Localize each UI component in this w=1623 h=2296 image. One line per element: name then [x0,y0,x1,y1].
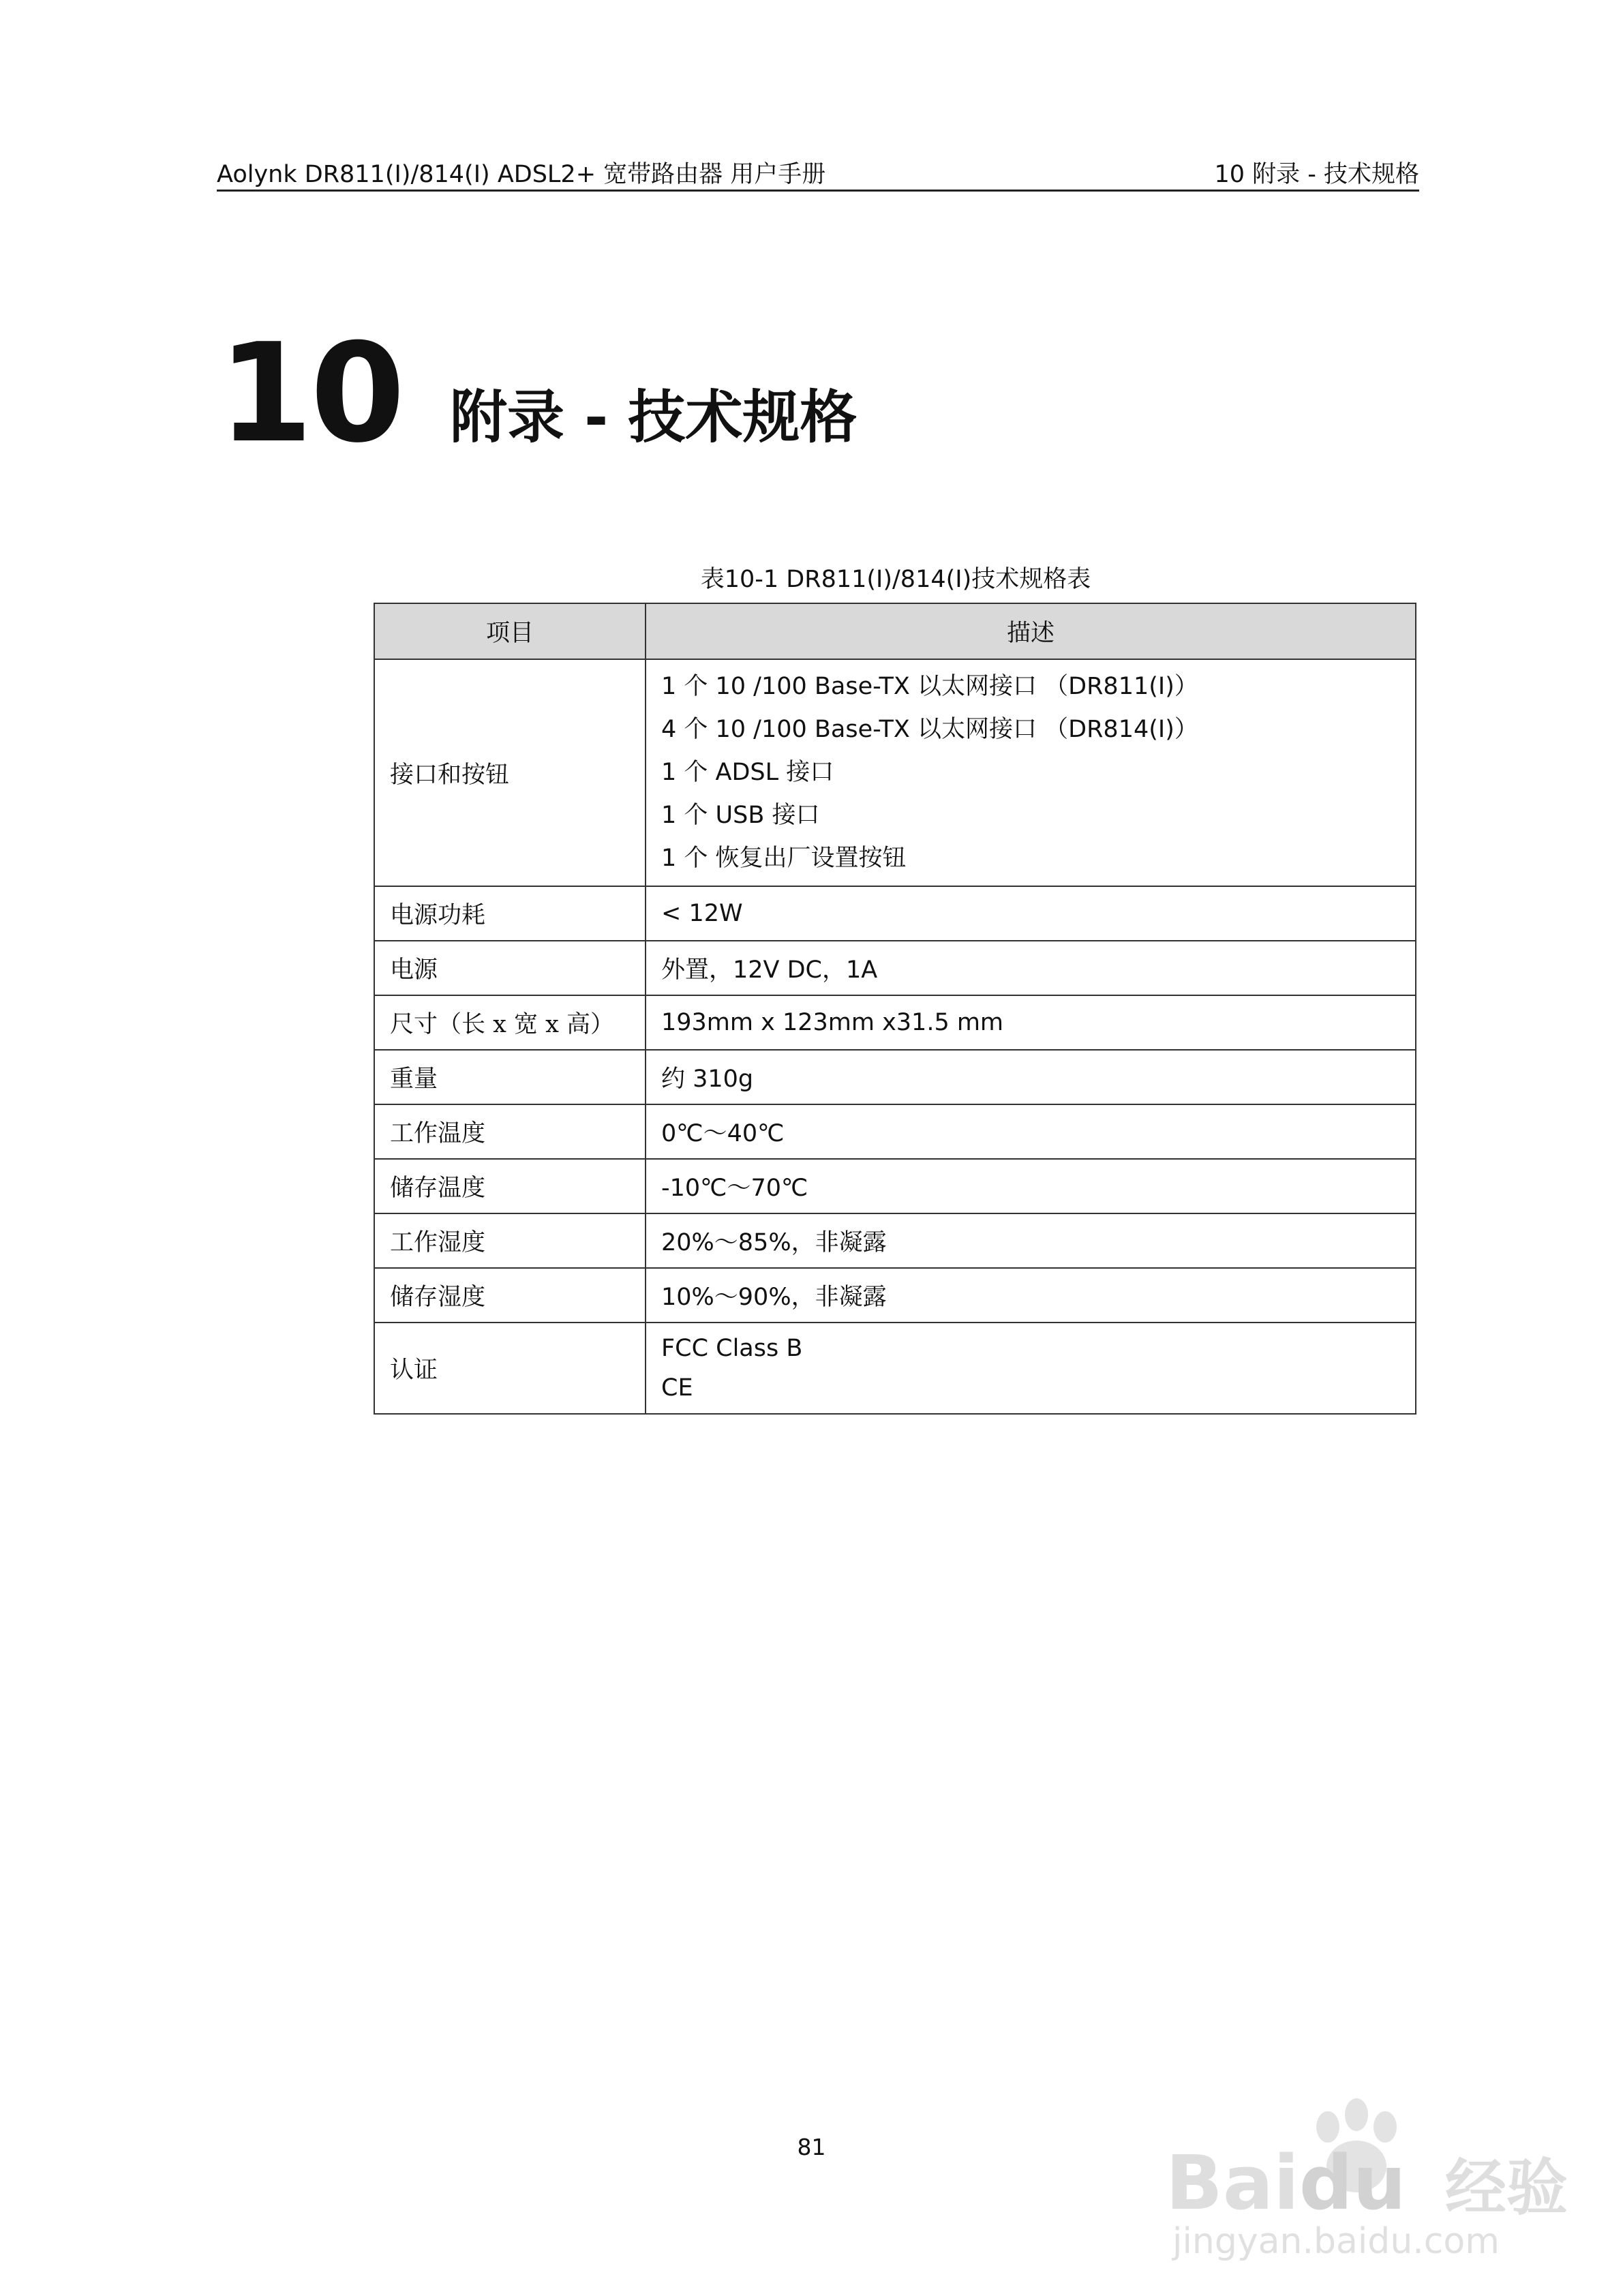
row-description: 10%～90%，非凝露 [646,1268,1416,1323]
description-line: 1 个 10 /100 Base-TX 以太网接口 （DR811(I)） [661,673,1198,700]
table-caption: 表10-1 DR811(I)/814(I)技术规格表 [700,566,1091,593]
table-header-row [374,603,1416,659]
row-item: 重量 [374,1050,646,1104]
spec-table [374,603,1416,1415]
table-row [374,1050,1416,1104]
row-description: 0℃～40℃ [646,1104,1416,1159]
table-row [374,941,1416,995]
row-item: 电源功耗 [374,886,646,941]
table-row [374,659,1416,886]
row-item: 工作湿度 [374,1213,646,1268]
table-row [374,886,1416,941]
row-description: 193mm x 123mm x31.5 mm [646,995,1416,1050]
page-header [217,151,1419,192]
row-description [646,659,1416,886]
table-row [374,1213,1416,1268]
column-header-item: 项目 [374,603,646,659]
table-row [374,1159,1416,1213]
row-item: 接口和按钮 [374,659,646,886]
row-description [646,1323,1416,1414]
description-line: 1 个 恢复出厂设置按钮 [661,845,907,872]
row-item: 储存湿度 [374,1268,646,1323]
watermark-brand: Baidu [1166,2139,1406,2226]
row-item: 储存温度 [374,1159,646,1213]
header-chapter: 10 附录 - 技术规格 [1214,161,1419,188]
description-line: 1 个 USB 接口 [661,802,820,829]
table-row [374,1323,1416,1414]
baidu-jingyan-watermark [1159,2086,1568,2263]
row-description: 20%～85%，非凝露 [646,1213,1416,1268]
description-line: CE [661,1374,693,1402]
column-header-description: 描述 [646,603,1416,659]
chapter-number: 10 [218,314,403,473]
row-description: -10℃～70℃ [646,1159,1416,1213]
header-manual-title: Aolynk DR811(I)/814(I) ADSL2+ 宽带路由器 用户手册 [217,161,826,188]
row-description: 外置，12V DC，1A [646,941,1416,995]
watermark-url: jingyan.baidu.com [1172,2221,1500,2262]
row-item: 认证 [374,1323,646,1414]
table-row [374,995,1416,1050]
description-line: 1 个 ADSL 接口 [661,759,834,786]
watermark-jingyan: 经验 [1445,2152,1568,2224]
table-row [374,1104,1416,1159]
row-description: < 12W [646,886,1416,941]
row-item: 工作温度 [374,1104,646,1159]
description-line: FCC Class B [661,1335,803,1362]
row-item: 电源 [374,941,646,995]
row-item: 尺寸（长 x 宽 x 高） [374,995,646,1050]
row-description: 约 310g [646,1050,1416,1104]
table-row [374,1268,1416,1323]
page-number: 81 [797,2134,826,2160]
chapter-title: 附录 - 技术规格 [450,384,858,451]
description-line: 4 个 10 /100 Base-TX 以太网接口 （DR814(I)） [661,716,1198,743]
